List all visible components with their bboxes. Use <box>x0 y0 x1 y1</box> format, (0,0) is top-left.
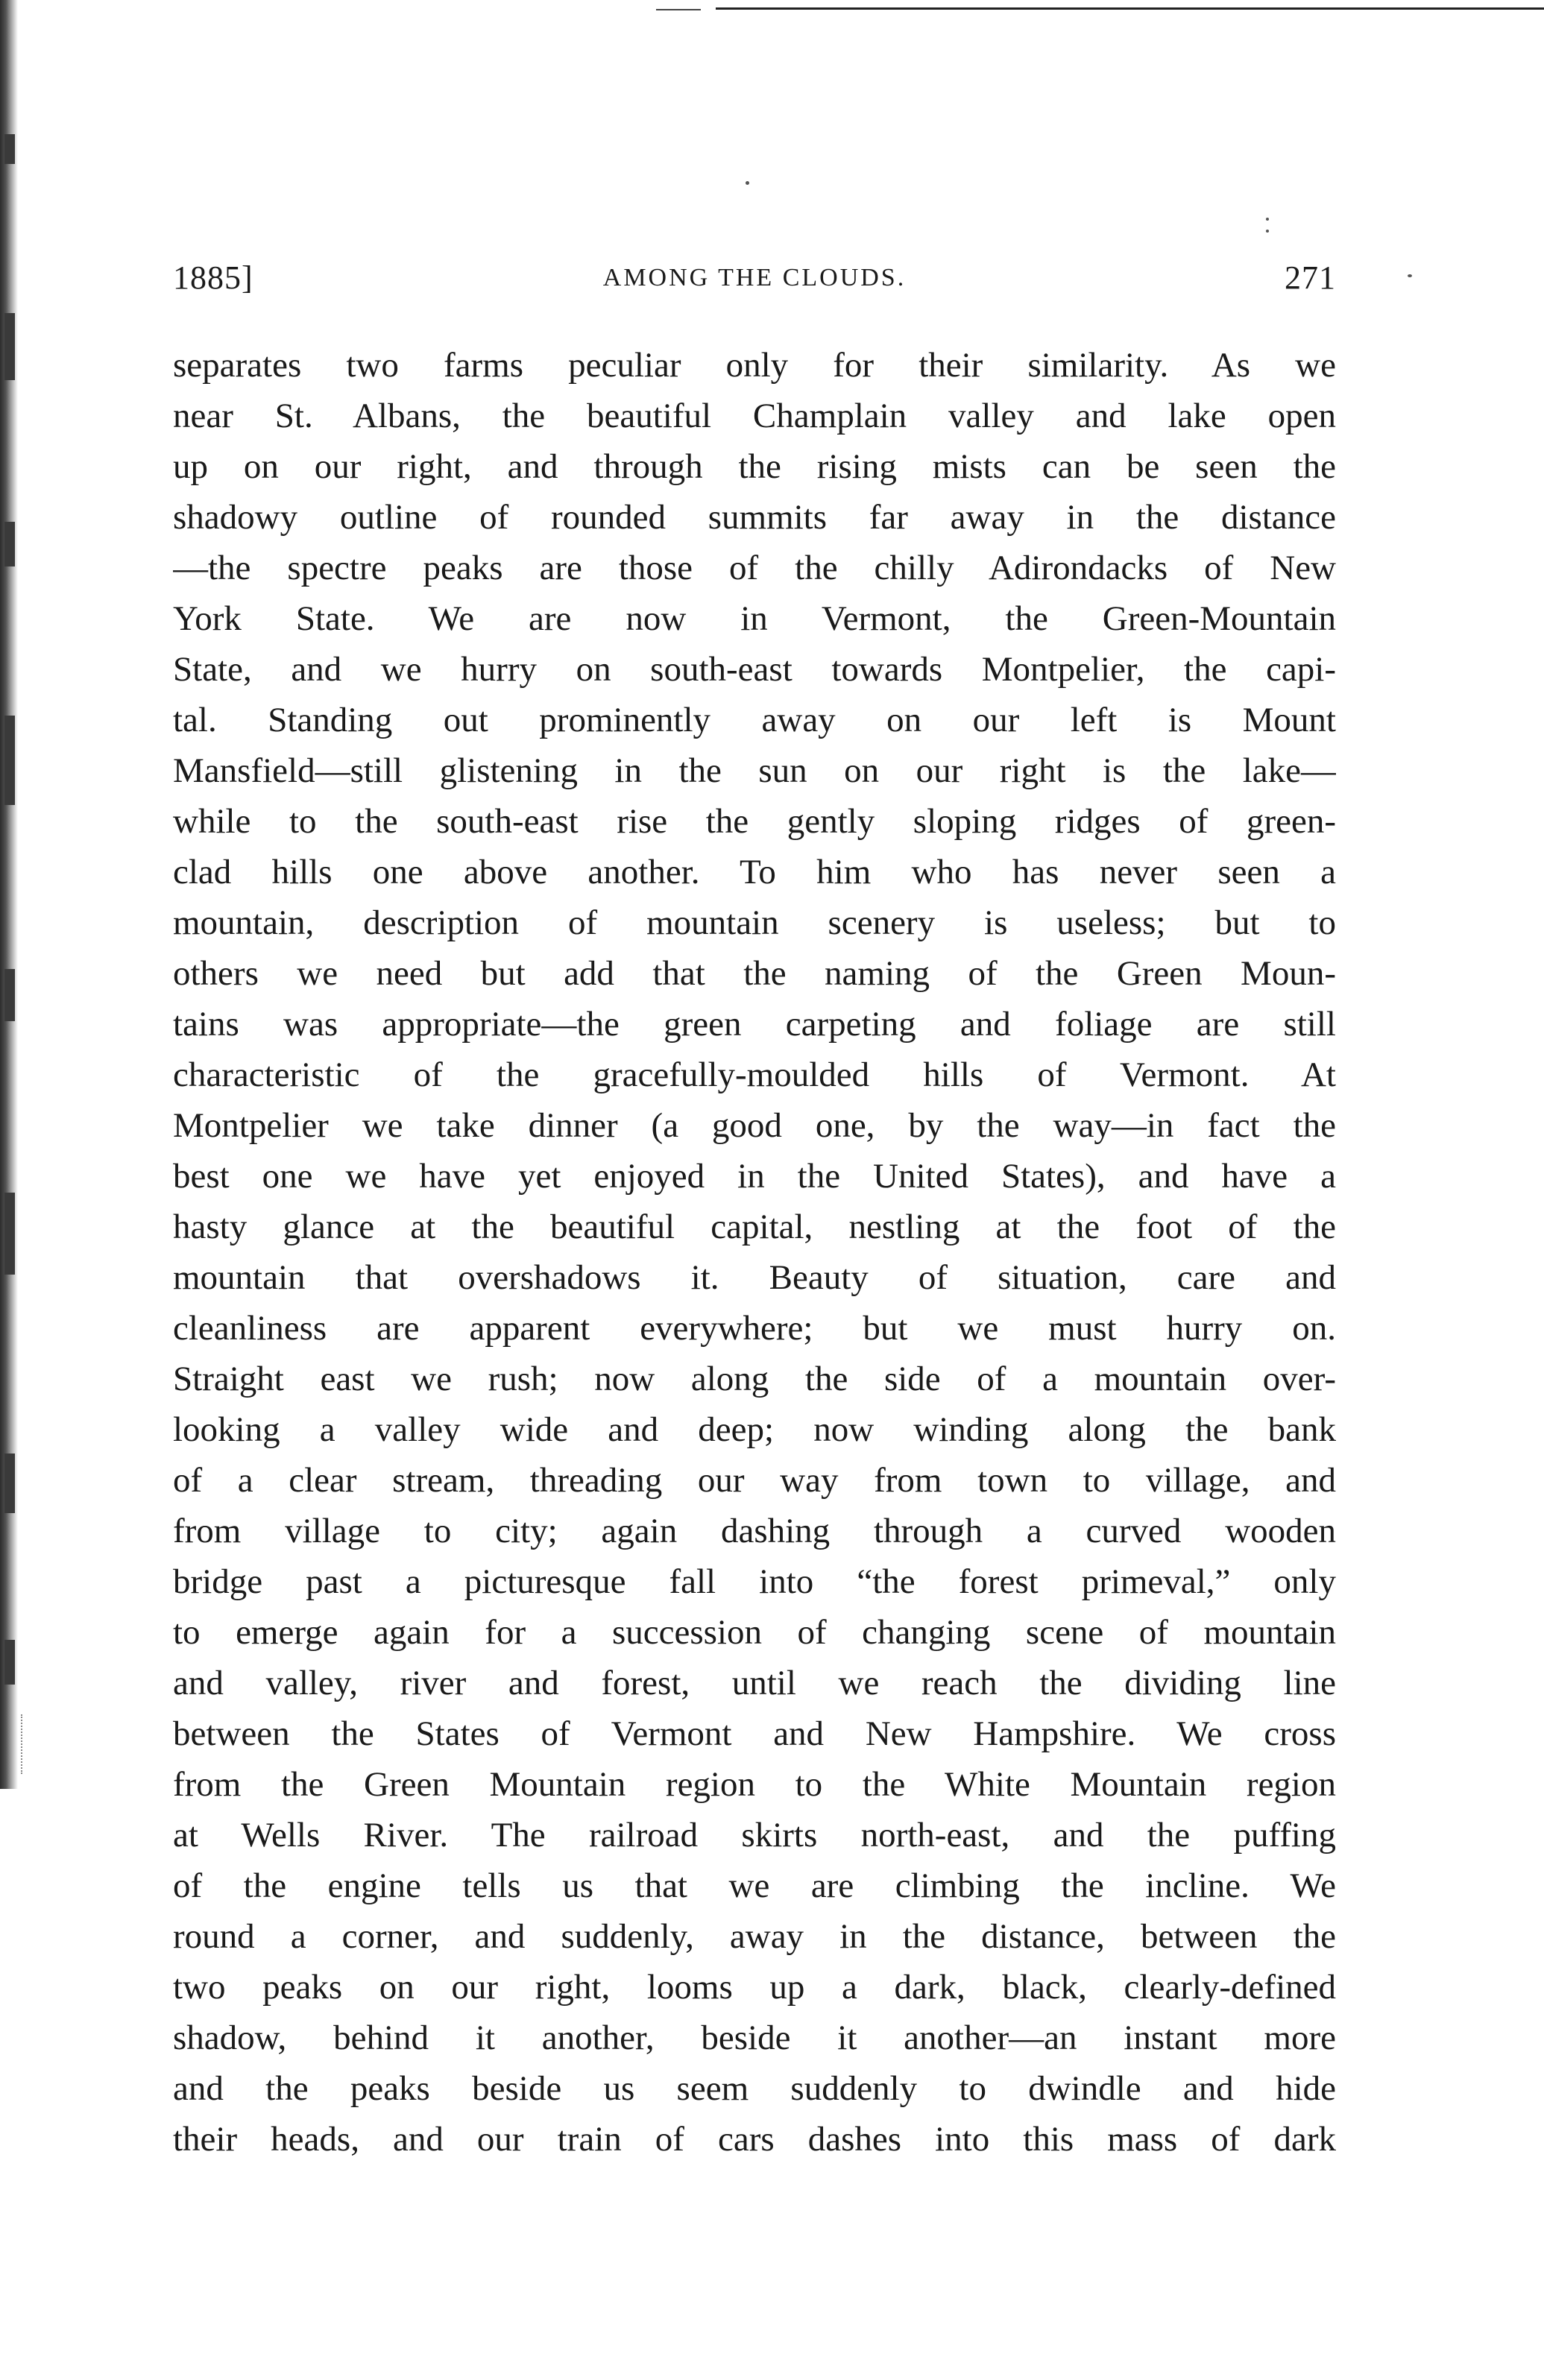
scan-top-rule <box>716 7 1544 10</box>
text-line: tal. Standing out prominently away on our left is Mount <box>173 701 1336 739</box>
text-line: Straight east we rush; now along the side of a mountain over- <box>173 1360 1336 1398</box>
scan-margin-dots <box>21 1714 25 1774</box>
scan-speck <box>1266 230 1269 233</box>
text-line: of the engine tells us that we are climbing the incline. We <box>173 1866 1336 1905</box>
text-line: from the Green Mountain region to the White Mountain region <box>173 1765 1336 1804</box>
text-line: Mansfield—still glistening in the sun on our right is the lake— <box>173 751 1336 790</box>
body-text <box>173 340 1336 2165</box>
scan-speck <box>1408 274 1412 277</box>
text-line: State, and we hurry on south-east towards Montpelier, the capi- <box>173 650 1336 689</box>
text-line: bridge past a picturesque fall into “the forest primeval,” only <box>173 1562 1336 1601</box>
scan-binding-edge <box>0 0 18 1789</box>
text-line: separates two farms peculiar only for their similarity. As we <box>173 346 1336 385</box>
text-line: while to the south-east rise the gently sloping ridges of green- <box>173 802 1336 841</box>
text-line: tains was appropriate—the green carpeting and foliage are still <box>173 1005 1336 1044</box>
text-line: near St. Albans, the beautiful Champlain valley and lake open <box>173 397 1336 435</box>
scan-top-dash <box>656 9 701 10</box>
text-line: two peaks on our right, looms up a dark, black, clearly-defined <box>173 1968 1336 2007</box>
text-line: up on our right, and through the rising mists can be seen the <box>173 447 1336 486</box>
text-line: to emerge again for a succession of changing scene of mountain <box>173 1613 1336 1652</box>
running-head-year: 1885] <box>173 259 253 296</box>
text-line: hasty glance at the beautiful capital, nestling at the foot of the <box>173 1208 1336 1246</box>
text-line: round a corner, and suddenly, away in the distance, between the <box>173 1917 1336 1956</box>
text-line: York State. We are now in Vermont, the Green-Mountain <box>173 599 1336 638</box>
text-line: their heads, and our train of cars dashes into this mass of dark <box>173 2120 1336 2159</box>
text-line: best one we have yet enjoyed in the United States), and have a <box>173 1157 1336 1196</box>
text-line: of a clear stream, threading our way from town to village, and <box>173 1461 1336 1500</box>
text-line: Montpelier we take dinner (a good one, by the way—in fact the <box>173 1106 1336 1145</box>
text-line: —the spectre peaks are those of the chilly Adirondacks of New <box>173 549 1336 587</box>
text-line: others we need but add that the naming of the Green Moun- <box>173 954 1336 993</box>
scan-speck <box>746 181 749 185</box>
text-line: and the peaks beside us seem suddenly to dwindle and hide <box>173 2069 1336 2108</box>
page-number: 271 <box>1285 259 1336 296</box>
text-line: shadowy outline of rounded summits far away in the distance <box>173 498 1336 537</box>
running-head-title: AMONG THE CLOUDS. <box>602 264 907 291</box>
text-line: at Wells River. The railroad skirts north-east, and the puffing <box>173 1816 1336 1855</box>
text-line: looking a valley wide and deep; now winding along the bank <box>173 1410 1336 1449</box>
text-line: from village to city; again dashing through a curved wooden <box>173 1512 1336 1550</box>
text-line: mountain that overshadows it. Beauty of situation, care and <box>173 1258 1336 1297</box>
text-line: between the States of Vermont and New Hampshire. We cross <box>173 1714 1336 1753</box>
text-line: cleanliness are apparent everywhere; but we must hurry on. <box>173 1309 1336 1348</box>
text-line: shadow, behind it another, beside it another—an instant more <box>173 2018 1336 2057</box>
running-head <box>173 257 1336 299</box>
text-line: mountain, description of mountain scenery is useless; but to <box>173 903 1336 942</box>
text-line: clad hills one above another. To him who has never seen a <box>173 853 1336 891</box>
text-line: and valley, river and forest, until we reach the dividing line <box>173 1664 1336 1702</box>
text-line: characteristic of the gracefully-moulded hills of Vermont. At <box>173 1055 1336 1094</box>
scan-speck <box>1266 218 1269 221</box>
